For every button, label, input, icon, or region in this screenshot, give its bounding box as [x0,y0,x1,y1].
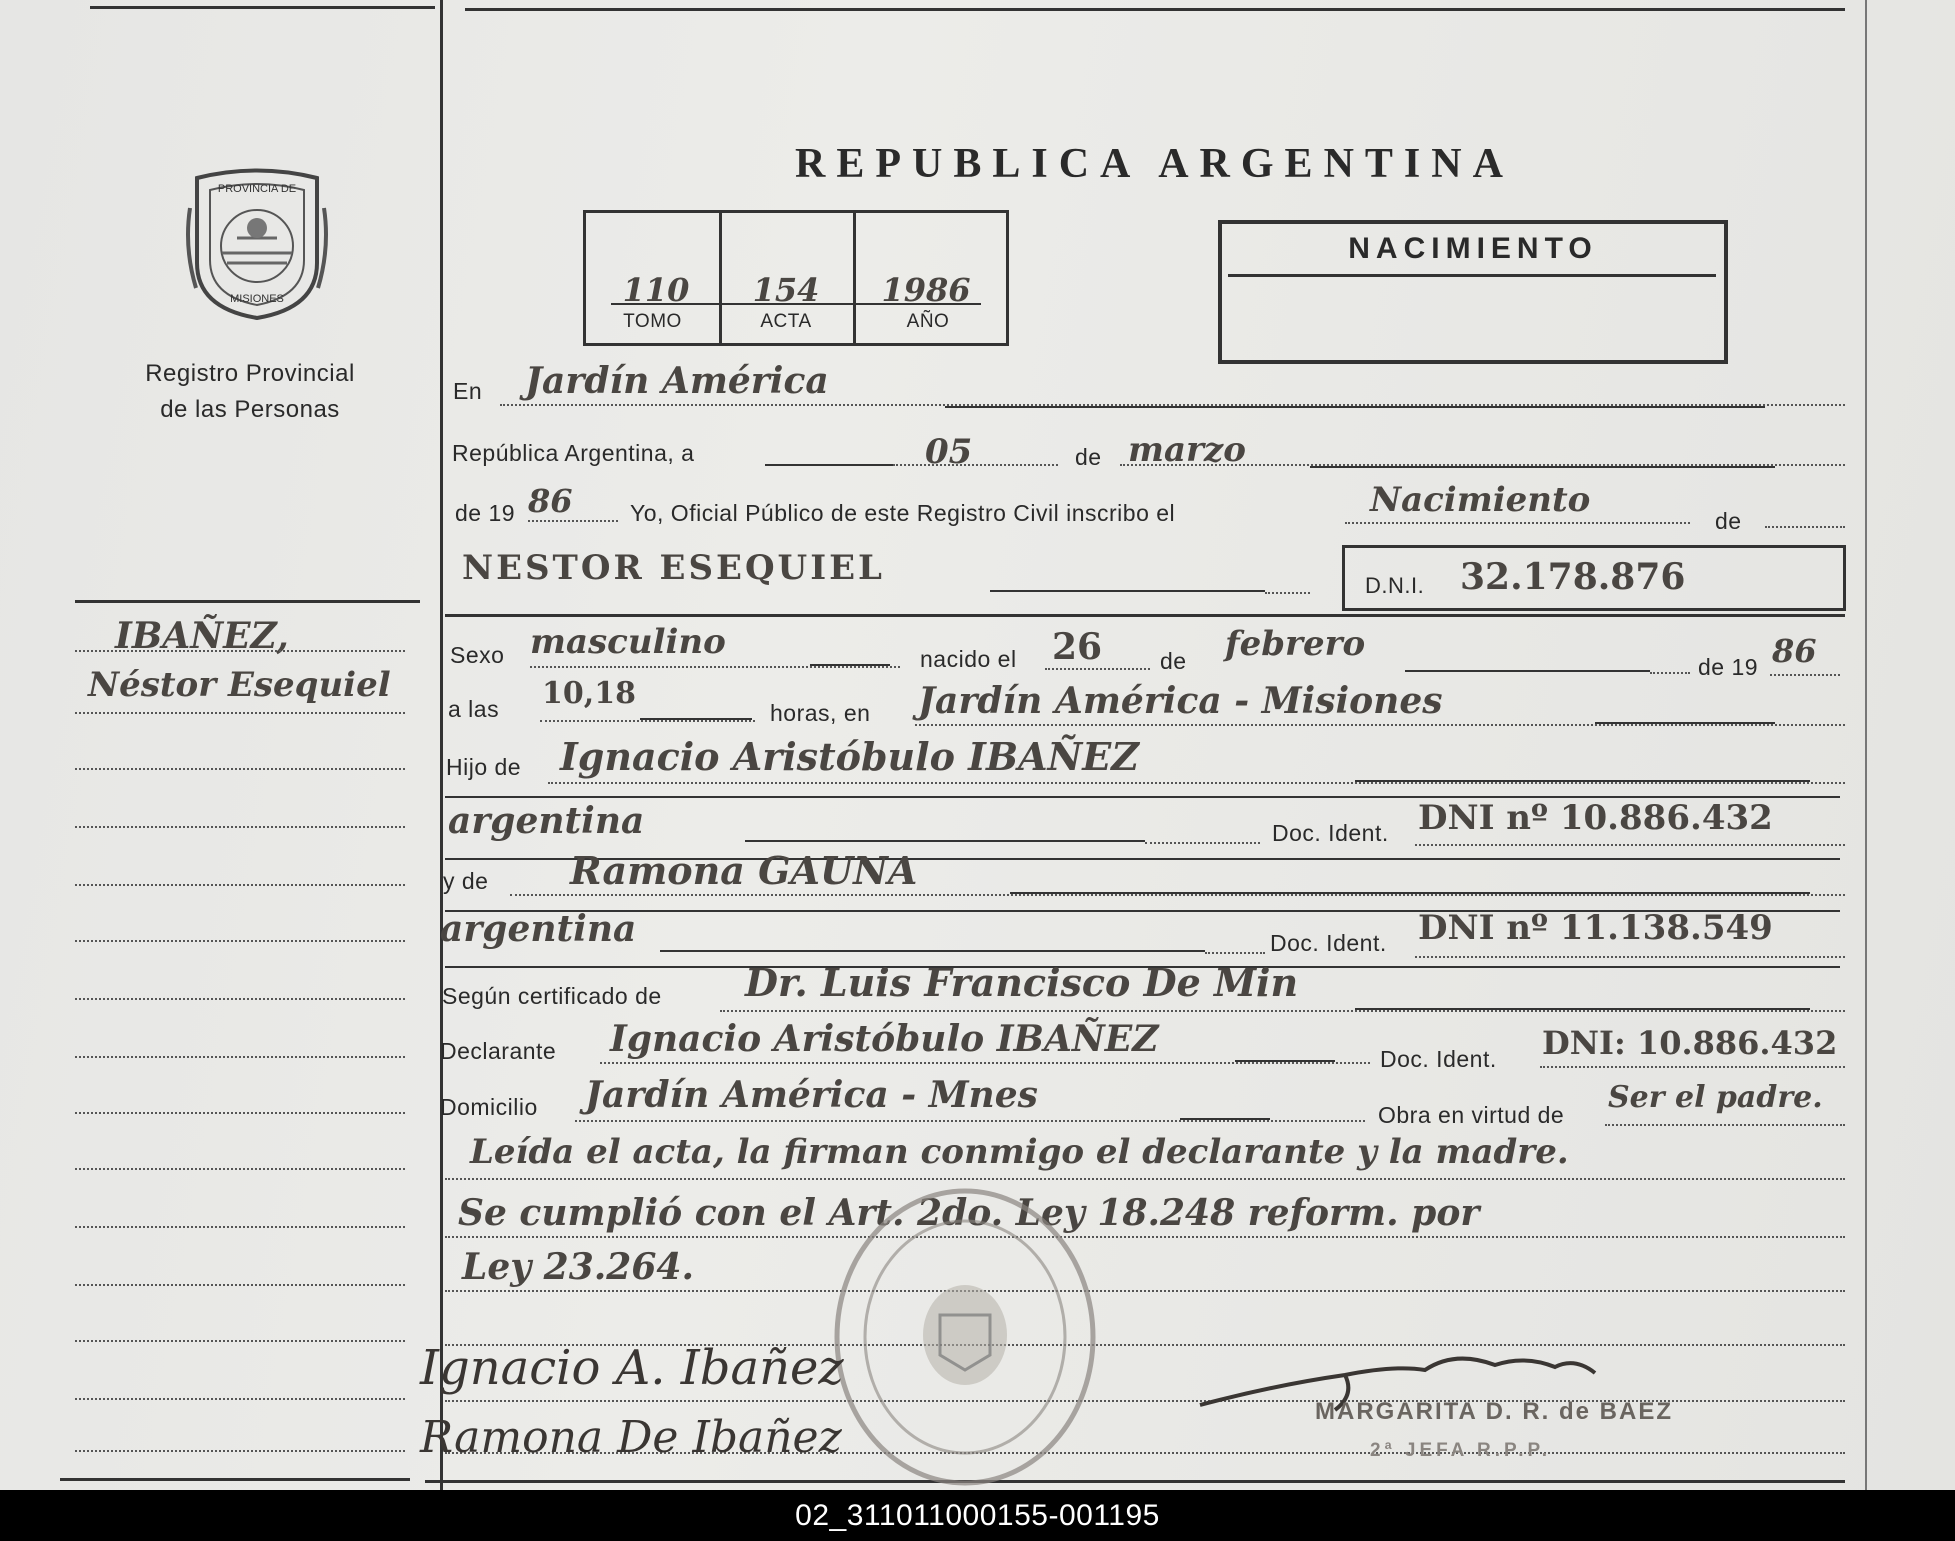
nacido-month: febrero [1225,624,1366,664]
padre-value: Ignacio Aristóbulo IBAÑEZ [560,734,1139,779]
sexo-value: masculino [530,622,726,662]
de-label-2: de [1715,508,1742,534]
margin-surname: IBAÑEZ, [115,615,289,657]
record-type-label: NACIMIENTO [1348,232,1598,265]
tomo-value: 110 [622,271,690,309]
certificado-value: Dr. Luis Francisco De Min [745,960,1299,1005]
obra-value: Ser el padre. [1608,1080,1823,1115]
alas-label: a las [448,696,500,722]
de-label-1: de [1075,444,1102,470]
margin-given-name: Néstor Esequiel [88,665,391,705]
obra-label: Obra en virtud de [1378,1102,1565,1128]
de-label-3: de [1160,648,1187,674]
dni-value: 32.178.876 [1460,556,1686,598]
lugar-value: Jardín América - Misiones [918,680,1443,722]
tomo-label: TOMO [623,311,682,332]
en-value: Jardín América [525,360,829,402]
observation-line-2: Se cumplió con el Art. 2do. Ley 18.248 reform. por [458,1192,1480,1234]
declarante-doc: DNI: 10.886.432 [1542,1024,1838,1062]
signature-mother: Ramona De Ibañez [420,1412,842,1463]
name-value: NESTOR ESEQUIEL [462,548,885,588]
acta-value: 154 [752,271,820,309]
nacido-day: 26 [1052,626,1103,668]
nacido-label: nacido el [920,646,1017,672]
record-type-box [1218,220,1728,364]
padre-nacionalidad: argentina [448,800,645,842]
day-value: 05 [925,432,973,472]
domicilio-label: Domicilio [440,1094,538,1120]
top-rule-left [90,6,435,9]
province-seal-icon [182,168,332,323]
hijo-label: Hijo de [446,754,522,780]
country-title: REPUBLICA ARGENTINA [795,141,1514,187]
month-value: marzo [1128,430,1246,470]
declarante-doc-label: Doc. Ident. [1380,1046,1497,1072]
declarante-value: Ignacio Aristóbulo IBAÑEZ [610,1018,1159,1060]
image-id-caption: 02_311011000155-001195 [0,1490,1955,1541]
padre-doc: DNI nº 10.886.432 [1418,798,1773,838]
signature-father: Ignacio A. Ibañez [420,1340,844,1396]
registry-name-line2: de las Personas [160,396,340,423]
observation-line-3: Ley 23.264. [462,1246,694,1288]
madre-value: Ramona GAUNA [570,848,918,893]
de19-label-2: de 19 [1698,654,1759,680]
yde-label: y de [443,868,489,894]
padre-doc-label: Doc. Ident. [1272,820,1389,846]
dni-box [1342,545,1846,611]
record-number-box [583,210,1009,346]
horas-label: horas, en [770,700,871,726]
inscribo-value: Nacimiento [1370,480,1591,520]
official-stamp-title: 2ª JEFA R.P.P. [1370,1440,1551,1461]
yo-text: Yo, Oficial Público de este Registro Civil inscribo el [630,500,1176,526]
en-label: En [453,378,483,404]
republica-label: República Argentina, a [452,440,695,466]
segun-label: Según certificado de [442,983,662,1009]
acta-label: ACTA [760,311,812,332]
observation-line-1: Leída el acta, la firman conmigo el declarante y la madre. [470,1132,1569,1172]
dni-label: D.N.I. [1365,573,1425,598]
official-round-stamp-icon [830,1185,1100,1490]
de19-label: de 19 [455,500,516,526]
margin-section-rule [75,600,420,603]
year-suffix: 86 [528,482,573,520]
anio-value: 1986 [881,271,971,309]
sexo-label: Sexo [450,642,505,668]
registry-name-line1: Registro Provincial [145,360,355,387]
domicilio-value: Jardín América - Mnes [585,1074,1038,1116]
madre-doc: DNI nº 11.138.549 [1418,908,1773,948]
nacido-year: 86 [1772,632,1817,670]
anio-label: AÑO [906,311,950,332]
declarante-label: Declarante [440,1038,557,1064]
hora-value: 10,18 [542,676,636,711]
right-edge [1865,0,1867,1490]
margin-divider [440,0,443,1490]
svg-text:MISIONES: MISIONES [230,293,284,305]
official-stamp-name: MARGARITA D. R. de BAEZ [1315,1398,1673,1425]
top-rule-right [465,8,1845,11]
svg-text:PROVINCIA DE: PROVINCIA DE [217,183,297,195]
madre-doc-label: Doc. Ident. [1270,930,1387,956]
madre-nacionalidad: argentina [440,908,637,950]
